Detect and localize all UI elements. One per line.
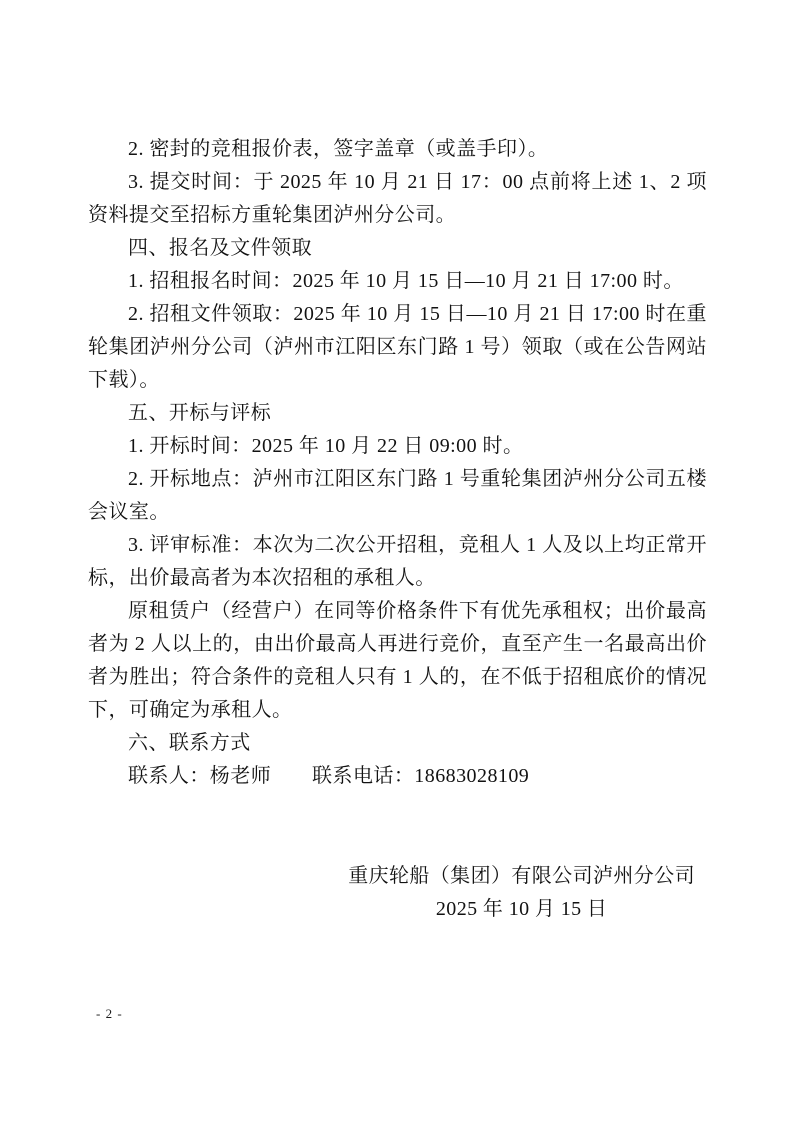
- paragraph: 2. 招租文件领取：2025 年 10 月 15 日—10 月 21 日 17:00 时在重轮集团泸州分公司（泸州市江阳区东门路 1 号）领取（或在公告网站下载）。: [88, 303, 707, 391]
- signature-date: 2025 年 10 月 15 日: [435, 898, 608, 920]
- signature-company: 重庆轮船（集团）有限公司泸州分公司: [348, 865, 695, 887]
- contact-line: 联系人：杨老师 联系电话：18683028109: [128, 765, 530, 787]
- paragraph: 原租赁户（经营户）在同等价格条件下有优先承租权；出价最高者为 2 人以上的，由出价最高人再进行竞价，直至产生一名最高出价者为胜出；符合条件的竞租人只有 1 人的，在不低于招租底价的情况下，可确定为承租人。: [88, 600, 707, 721]
- signature-block: [348, 860, 695, 926]
- paragraph: 1. 开标时间：2025 年 10 月 22 日 09:00 时。: [128, 435, 524, 457]
- paragraph: 3. 提交时间：于 2025 年 10 月 21 日 17：00 点前将上述 1、2 项资料提交至招标方重轮集团泸州分公司。: [88, 171, 707, 226]
- paragraph: 1. 招租报名时间：2025 年 10 月 15 日—10 月 21 日 17:00 时。: [128, 270, 684, 292]
- paragraph: 2. 开标地点：泸州市江阳区东门路 1 号重轮集团泸州分公司五楼会议室。: [88, 468, 707, 523]
- paragraph: 3. 评审标准：本次为二次公开招租，竞租人 1 人及以上均正常开标，出价最高者为本次招租的承租人。: [88, 534, 707, 589]
- paragraph: 2. 密封的竞租报价表，签字盖章（或盖手印）。: [128, 138, 549, 160]
- document-body: [88, 133, 707, 926]
- section-heading: 五、开标与评标: [128, 402, 272, 424]
- page-number: - 2 -: [96, 1006, 123, 1021]
- section-heading: 四、报名及文件领取: [128, 237, 313, 259]
- section-heading: 六、联系方式: [128, 732, 251, 754]
